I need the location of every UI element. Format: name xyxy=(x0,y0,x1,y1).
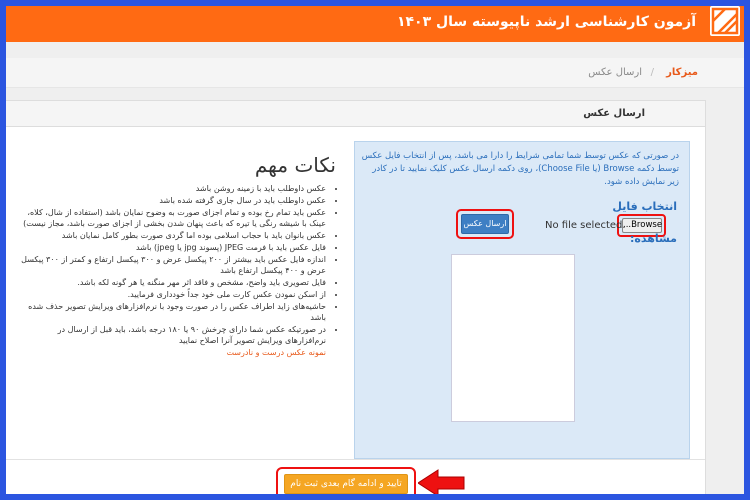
upload-box xyxy=(354,141,690,459)
upload-panel xyxy=(6,100,706,500)
pointer-arrow-icon xyxy=(418,468,466,498)
tip-item: • فایل عکس باید با فرمت JPEG (پسوند jpg یا jpeg) باشد xyxy=(20,242,326,253)
breadcrumb xyxy=(6,58,744,88)
site-title: آزمون کارشناسی ارشد ناپیوسته سال ۱۴۰۳ xyxy=(396,14,696,30)
tips-list xyxy=(20,183,336,358)
tip-item: • عکس داوطلب باید در سال جاری گرفته شده باشد xyxy=(20,195,326,206)
photo-preview xyxy=(451,254,575,422)
send-photo-button[interactable]: ارسال عکس xyxy=(461,214,509,234)
tips-title: نکات مهم xyxy=(254,153,336,177)
panel-divider xyxy=(6,459,705,460)
tip-item: • فایل تصویری باید واضح، مشخص و فاقد اثر مهر منگنه یا هر گونه لکه باشد. xyxy=(20,277,326,288)
breadcrumb-home-link[interactable]: میزکار xyxy=(666,67,698,78)
site-logo-icon[interactable] xyxy=(710,6,740,36)
no-file-text: No file selected. xyxy=(545,220,626,231)
tip-item: • عکس باید تمام رخ بوده و تمام اجزای صورت به وضوح نمایان باشد (استفاده از شال، کلاه، عینک با شیشه رنگی یا تیره که باعث پنهان شدن بخشی از اجزای صورت باشد، مجاز نیست) xyxy=(20,207,326,229)
confirm-continue-button[interactable]: تایید و ادامه گام بعدی ثبت نام xyxy=(284,474,408,494)
tip-item: • عکس بانوان باید با حجاب اسلامی بوده اما گردی صورت بطور کامل نمایان باشد xyxy=(20,230,326,241)
breadcrumb-separator: / xyxy=(650,67,654,78)
top-header xyxy=(6,6,744,42)
upload-help-text: در صورتی که عکس توسط شما تمامی شرایط را دارا می باشد، پس از انتخاب فایل عکس توسط دکمه Browse (یا Choose File)، روی دکمه ارسال عکس کلیک نمایید تا در کادر زیر نمایش داده شود. xyxy=(361,151,679,187)
sample-photo-link[interactable]: نمونه عکس درست و نادرست xyxy=(226,348,326,357)
tip-item: • در صورتیکه عکس شما دارای چرخش ۹۰ یا ۱۸۰ درجه باشد، باید قبل از ارسال در نرم‌افزارهای ویرایش تصویر آنرا اصلاح نمایید xyxy=(20,324,326,346)
panel-heading xyxy=(6,101,705,127)
panel-heading-text: ارسال عکس xyxy=(583,108,645,119)
tip-item: • عکس داوطلب باید با زمینه روشن باشد xyxy=(20,183,326,194)
preview-label: مشاهده: xyxy=(629,232,677,245)
tip-item: • از اسکن نمودن عکس کارت ملی خود جداً خودداری فرمایید. xyxy=(20,289,326,300)
breadcrumb-current: ارسال عکس xyxy=(588,67,642,78)
tips-section xyxy=(20,153,336,359)
tip-item: • اندازه فایل عکس باید بیشتر از ۲۰۰ پیکسل عرض و ۳۰۰ پیکسل ارتفاع و کمتر از ۳۰۰ پیکسل عرض و ۴۰۰ پیکسل ارتفاع باشد xyxy=(20,254,326,276)
tip-item: • حاشیه‌های زاید اطراف عکس را در صورت وجود با نرم‌افزارهای ویرایش تصویر حذف شده باشد xyxy=(20,301,326,323)
browse-button[interactable]: ...Browse xyxy=(622,218,662,233)
choose-file-label: انتخاب فایل xyxy=(612,200,677,213)
